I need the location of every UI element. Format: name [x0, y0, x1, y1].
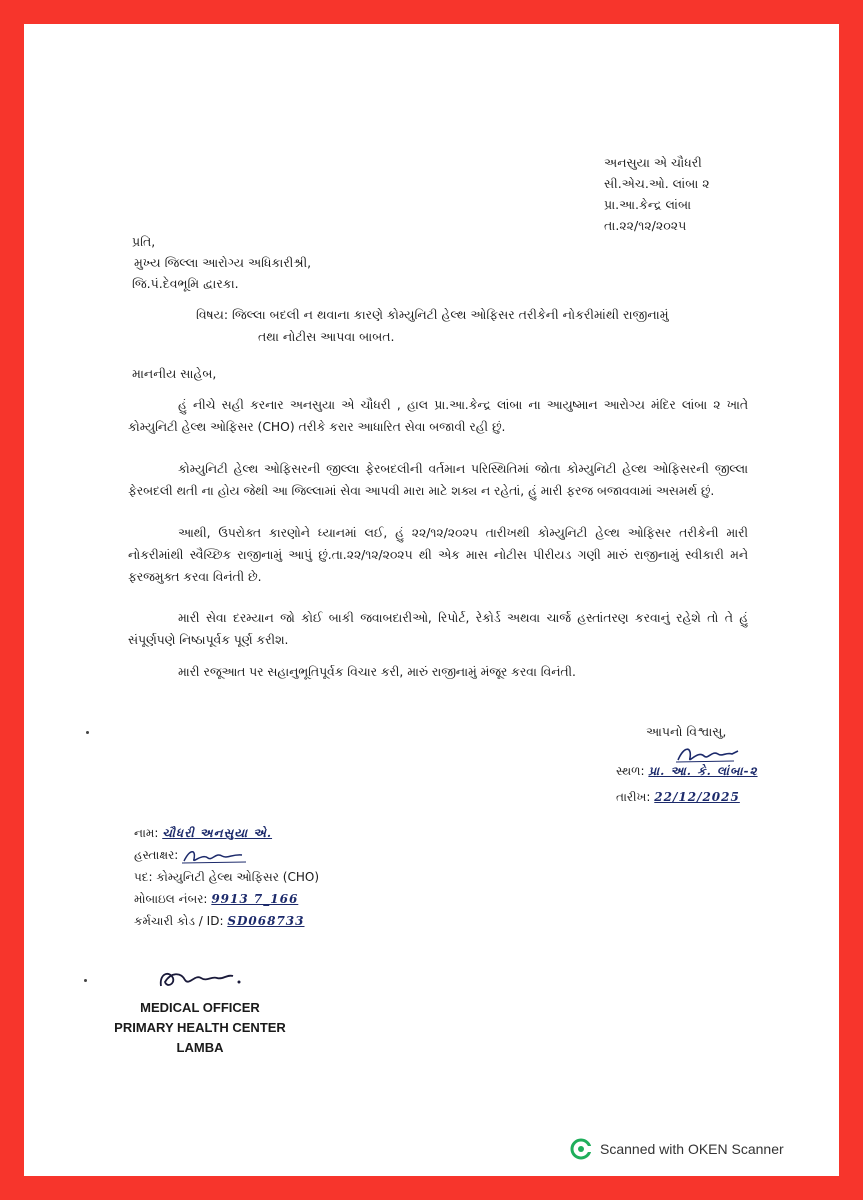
stamp-line-2: PRIMARY HEALTH CENTER — [114, 1020, 286, 1035]
paragraph-resignation — [128, 522, 748, 588]
stamp-line-3: LAMBA — [176, 1040, 224, 1055]
name-label: નામ: — [134, 826, 159, 840]
date-value: 22/12/2025 — [654, 790, 740, 804]
place-value: પ્રા. આ. કે. લાંબા-૨ — [648, 764, 758, 778]
mobile-label: મોબાઇલ નંબર: — [134, 892, 208, 906]
employee-signature — [182, 847, 252, 865]
paragraph-handover — [128, 607, 748, 651]
mobile-row — [134, 888, 319, 910]
post-row — [134, 866, 319, 888]
recipient-office: જિ.પં.દેવભૂમિ દ્વારકા. — [132, 276, 239, 291]
sender-block — [604, 152, 710, 236]
sender-designation: સી.એચ.ઓ. લાંબા ૨ — [604, 176, 710, 191]
subject-line-2: તથા નોટીસ આપવા બાબત. — [258, 329, 395, 344]
document-page — [24, 24, 839, 1176]
employee-id-row — [134, 910, 319, 932]
scanner-logo-icon — [570, 1138, 592, 1160]
post-label: પદ: — [134, 870, 153, 884]
recipient-title: મુખ્ય જિલ્લા આરોગ્ય અધિકારીશ્રી, — [134, 255, 312, 270]
paragraph-request — [128, 661, 748, 683]
paragraph-resignation-text: આથી, ઉપરોક્ત કારણોને ધ્યાનમાં લઈ, હું ૨૨/૧૨/૨૦૨૫ તારીખથી કોમ્યુનિટી હેલ્થ ઓફિસર તરીકેની મારી નોકરીમાંથી સ્વૈચ્છિક રાજીનામું આપું છું.તા.૨૨/૧૨/૨૦૨૫ થી એક માસ નોટીસ પીરીયડ ગણી મારું રાજીનામું સ્વીકારી મને ફરજમુક્ત કરવા વિનંતી છે. — [128, 526, 748, 584]
sender-date: તા.૨૨/૧૨/૨૦૨૫ — [604, 218, 687, 233]
paragraph-reason-text: કોમ્યુનિટી હેલ્થ ઓફિસરની જીલ્લા ફેરબદલીની વર્તમાન પરિસ્થિતિમાં જોતા કોમ્યુનિટી હેલ્થ ઓફિસરની જીલ્લા ફેરબદલી થતી ના હોય જેથી આ જિલ્લામાં સેવા આપવી મારા માટે શક્ય ન રહેતાં, હું મારી ફરજ બજાવવામાં અસમર્થ છું. — [128, 462, 748, 498]
place-label: સ્થળ: — [616, 764, 645, 778]
paragraph-intro — [128, 394, 748, 438]
recipient-block — [132, 231, 311, 294]
medical-officer-stamp — [100, 966, 300, 1058]
paragraph-reason — [128, 458, 748, 502]
employee-id-label: કર્મચારી કોડ / ID: — [134, 914, 224, 928]
date-line — [616, 790, 740, 805]
place-line — [616, 764, 758, 779]
signature-label: હસ્તાક્ષર: — [134, 848, 179, 862]
mobile-value: 9913 7_166 — [211, 892, 299, 906]
signature-row — [134, 844, 319, 866]
subject-line-1: વિષય: જિલ્લા બદલી ન થવાના કારણે કોમ્યુનિટી હેલ્થ ઓફિસર તરીકેની નોકરીમાંથી રાજીનામું — [196, 307, 669, 322]
sender-center: પ્રા.આ.કેન્દ્ર લાંબા — [604, 197, 692, 212]
recipient-prefix: પ્રતિ, — [132, 234, 156, 249]
stamp-line-1: MEDICAL OFFICER — [140, 1000, 260, 1015]
paragraph-intro-text: હું નીચે સહી કરનાર અનસુયા એ ચૌધરી , હાલ પ્રા.આ.કેન્દ્ર લાંબા ના આયુષ્માન આરોગ્ય મંદિર લાંબા ૨ ખાતે કોમ્યુનિટી હેલ્થ ઓફિસર (CHO) તરીકે કરાર આધારિત સેવા બજાવી રહી છું. — [128, 398, 748, 434]
paragraph-handover-text: મારી સેવા દરમ્યાન જો કોઈ બાકી જવાબદારીઓ, રિપોર્ટ, રેકોર્ડ અથવા ચાર્જ હસ્તાંતરણ કરવાનું રહેશે તો તે હું સંપૂર્ણપણે નિષ્ઠાપૂર્વક પૂર્ણ કરીશ. — [128, 611, 748, 647]
subject-block — [196, 304, 669, 348]
employee-details — [134, 822, 319, 932]
sender-name: અનસુયા એ ચૌધરી — [604, 155, 702, 170]
name-row — [134, 822, 319, 844]
date-label: તારીખ: — [616, 790, 651, 804]
name-value: ચૌધરી અનસુયા એ. — [162, 826, 273, 840]
paragraph-request-text: મારી રજૂઆત પર સહાનુભૂતિપૂર્વક વિચાર કરી, મારું રાજીનામું મંજૂર કરવા વિનંતી. — [178, 665, 576, 679]
medical-officer-signature — [155, 966, 245, 992]
scan-speck — [84, 979, 87, 982]
scan-speck — [86, 731, 89, 734]
sender-signature — [674, 742, 744, 766]
salutation: માનનીય સાહેબ, — [132, 366, 217, 381]
post-value: કોમ્યુનિટી હેલ્થ ઓફિસર (CHO) — [156, 870, 320, 884]
employee-id-value: SD068733 — [227, 914, 305, 928]
scanner-text: Scanned with OKEN Scanner — [600, 1141, 784, 1157]
scanner-watermark — [570, 1138, 784, 1160]
closing-sign-off: આપનો વિશ્વાસુ, — [646, 724, 727, 739]
